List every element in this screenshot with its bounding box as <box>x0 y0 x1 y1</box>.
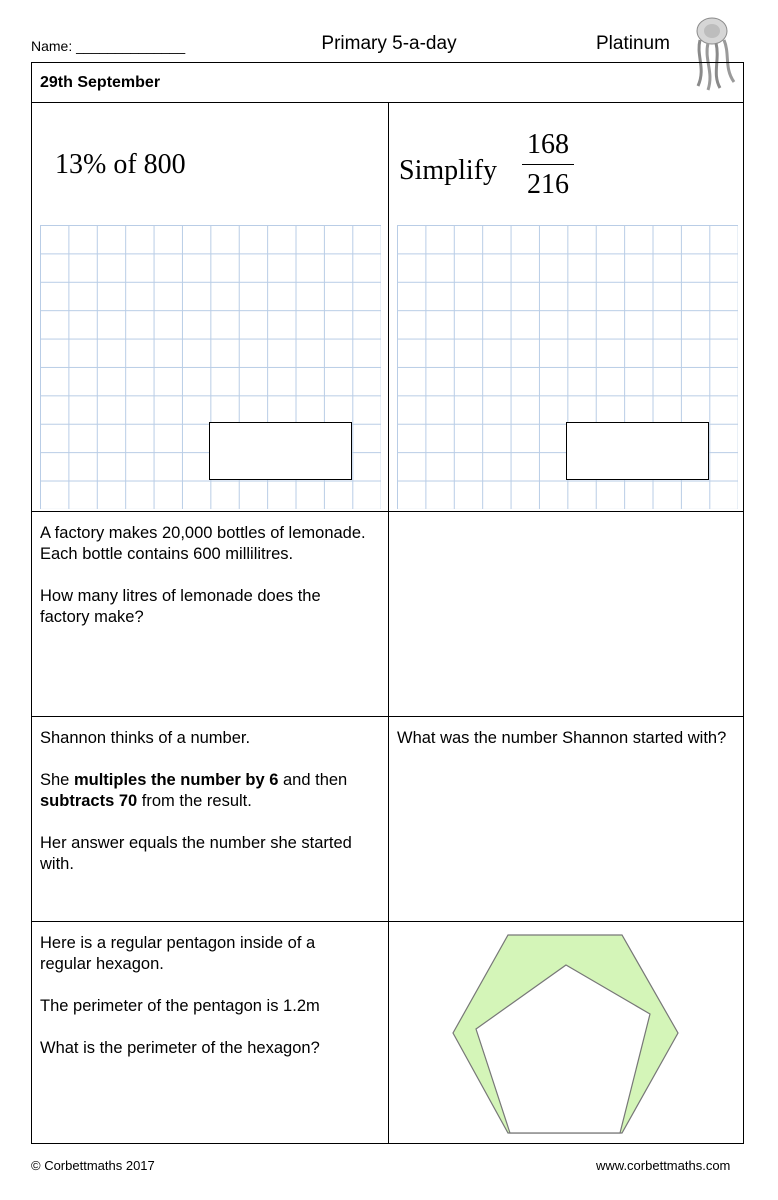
column-divider <box>388 102 389 1143</box>
question-5-line: What is the perimeter of the hexagon? <box>40 1039 320 1057</box>
question-5-line: The perimeter of the pentagon is 1.2m <box>40 997 320 1015</box>
question-4-prompt: What was the number Shannon started with? <box>397 729 727 747</box>
answer-box[interactable] <box>566 422 709 480</box>
question-3-line: Each bottle contains 600 millilitres. <box>40 545 294 563</box>
name-field-label: Name: ______________ <box>31 38 186 54</box>
question-3-line: How many litres of lemonade does the factory make? <box>40 587 321 626</box>
worksheet <box>31 62 744 1144</box>
website-link[interactable]: www.corbettmaths.com <box>596 1158 731 1173</box>
question-3-line: A factory makes 20,000 bottles of lemonade. <box>40 524 366 542</box>
pentagon-in-hexagon-diagram <box>390 923 743 1143</box>
question-5-text <box>40 933 370 1059</box>
level-label: Platinum <box>596 33 670 54</box>
fraction-bar <box>522 164 574 165</box>
date-label: 29th September <box>40 74 161 91</box>
question-2-label: Simplify <box>399 155 498 186</box>
question-4-line: Shannon thinks of a number. <box>40 729 251 747</box>
question-4-line: She multiples the number by 6 and then subtracts 70 from the result. <box>40 771 348 810</box>
page-title: Primary 5-a-day <box>321 33 457 54</box>
question-3-text <box>40 523 370 628</box>
fraction-numerator: 168 <box>527 129 569 160</box>
copyright-text: © Corbettmaths 2017 <box>31 1158 155 1173</box>
fraction-denominator: 216 <box>527 169 569 200</box>
question-4-text <box>40 728 370 875</box>
answer-box[interactable] <box>209 422 352 480</box>
question-1-text: 13% of 800 <box>55 149 186 180</box>
fraction <box>522 129 574 201</box>
question-4-line: Her answer equals the number she started with. <box>40 834 352 873</box>
question-5-line: Here is a regular pentagon inside of a regular hexagon. <box>40 934 316 973</box>
